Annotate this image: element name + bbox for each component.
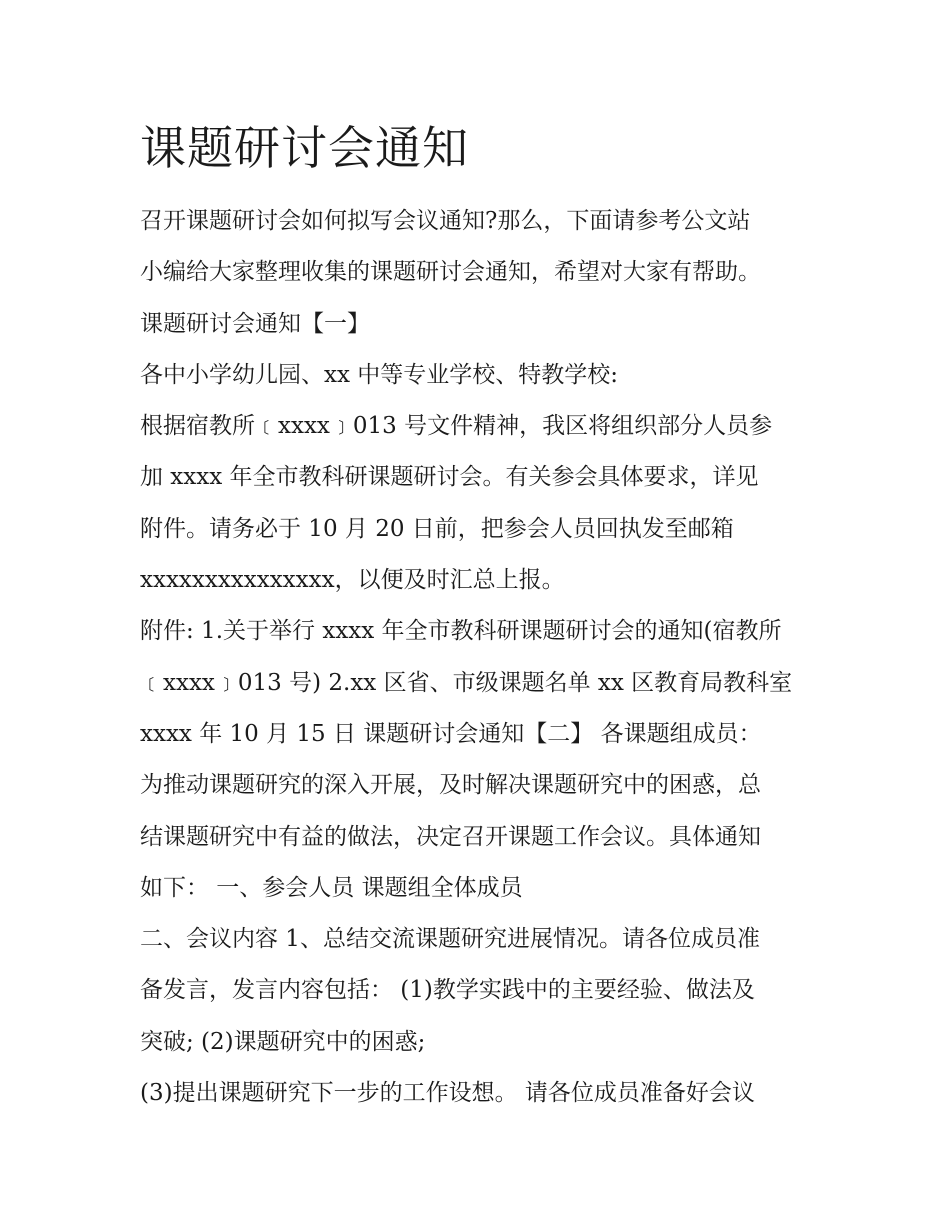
document-body — [140, 196, 830, 1119]
body-line: 突破; (2)课题研究中的困惑; — [140, 1028, 426, 1055]
body-line: 二、会议内容 1、总结交流课题研究进展情况。请各位成员准 — [140, 926, 760, 953]
body-line: 结课题研究中有益的做法，决定召开课题工作会议。具体通知 — [140, 823, 761, 850]
body-line: xxxx 年 10 月 15 日 课题研讨会通知【二】 各课题组成员： — [140, 720, 762, 747]
body-line: xxxxxxxxxxxxxxx，以便及时汇总上报。 — [140, 567, 565, 594]
body-line: ﹝xxxx﹞013 号) 2.xx 区省、市级课题名单 xx 区教育局教科室 — [140, 669, 793, 696]
body-line: 如下： 一、参会人员 课题组全体成员 — [140, 874, 523, 901]
body-line: 备发言，发言内容包括： (1)教学实践中的主要经验、做法及 — [140, 977, 755, 1004]
body-line: 附件: 1.关于举行 xxxx 年全市教科研课题研讨会的通知(宿教所 — [140, 618, 782, 645]
body-line: 为推动课题研究的深入开展，及时解决课题研究中的困惑，总 — [140, 772, 761, 799]
body-line: 召开课题研讨会如何拟写会议通知?那么，下面请参考公文站 — [140, 208, 751, 234]
body-line: 小编给大家整理收集的课题研讨会通知，希望对大家有帮助。 — [140, 259, 761, 286]
body-line: 根据宿教所﹝xxxx﹞013 号文件精神，我区将组织部分人员参 — [140, 413, 773, 440]
document-title: 课题研讨会通知 — [140, 121, 469, 175]
body-line: (3)提出课题研究下一步的工作设想。 请各位成员准备好会议 — [140, 1080, 755, 1107]
body-line: 附件。请务必于 10 月 20 日前，把参会人员回执发至邮箱 — [140, 515, 734, 542]
section-heading-1: 课题研讨会通知【一】 — [140, 310, 370, 337]
body-line: 各中小学幼儿园、xx 中等专业学校、特教学校: — [140, 361, 619, 388]
body-line: 加 xxxx 年全市教科研课题研讨会。有关参会具体要求，详见 — [140, 464, 759, 491]
